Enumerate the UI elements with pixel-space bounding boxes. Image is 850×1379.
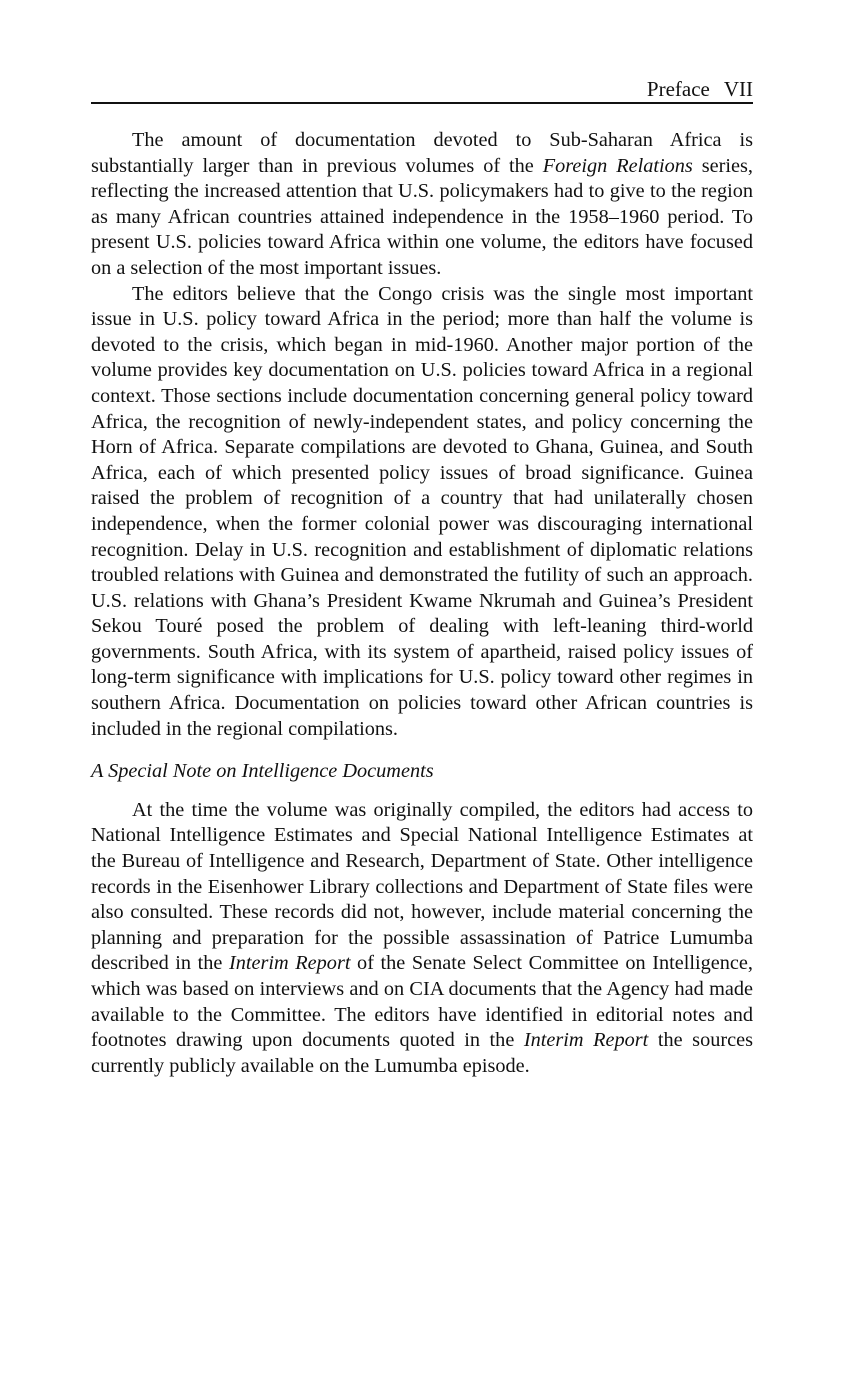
italic-title: Interim Report: [523, 1029, 649, 1052]
paragraph-text: The amount of documentation devoted to Sub-Saharan Africa is substantially larger than in previous volumes of the: [91, 129, 753, 177]
paragraph-text: of the Senate Select Committee on Intelligence, which was based on interviews and on CIA documents that the Agency had made available to the Committee. The editors have identified in editorial notes and footnotes drawing upon documents quoted in the: [91, 952, 753, 1052]
paragraph-text: the sources currently publicly available on the Lumumba episode.: [91, 1029, 753, 1077]
paragraph-congo-crisis: [91, 282, 753, 743]
paragraph-intelligence-documents: [91, 798, 753, 1080]
body-text: [91, 128, 753, 1079]
section-heading: A Special Note on Intelligence Documents: [91, 760, 434, 783]
paragraph-text: The editors believe that the Congo crisis was the single most important issue in U.S. policy toward Africa in the period; more than half the volume is devoted to the crisis, which began in mid-1960. Another major portion of the volume provides key documentation on U.S. policies toward Africa in a regional context. Those sections include documentation concerning general policy toward Africa, the recognition of newly-independent states, and policy concerning the Horn of Africa. Separate compilations are devoted to Ghana, Guinea, and South Africa, each of which presented policy issues of broad significance. Guinea raised the problem of recognition of a country that had unilaterally chosen independence, when the former colonial power was discouraging international recognition. Delay in U.S. recognition and establishment of diplomatic relations troubled relations with Guinea and demonstrated the futility of such an approach. U.S. relations with Ghana’s President Kwame Nkrumah and Guinea’s President Sekou Touré posed the problem of dealing with left-leaning third-world governments. South Africa, with its system of apartheid, raised policy issues of long-term significance with implications for U.S. policy toward other regimes in southern Africa. Documentation on policies toward other African countries is included in the regional compilations.: [91, 282, 753, 740]
running-head-title: Preface: [646, 77, 710, 101]
paragraph-text: At the time the volume was originally compiled, the editors had access to National Intelligence Estimates and Special National Intelligence Estimates at the Bureau of Intelligence and Research, Department of State. Other intelligence records in the Eisenhower Library collections and Department of State files were also consulted. These records did not, however, include material concerning the planning and preparation for the possible assassination of Patrice Lumumba described in the: [91, 798, 753, 975]
italic-title: Interim Report: [229, 952, 351, 975]
paragraph-text: series, reflecting the increased attention that U.S. policymakers had to give to the region as many African countries attained independence in the 1958–1960 period. To present U.S. policies toward Africa within one volume, the editors have focused on a selection of the most important issues.: [91, 154, 753, 279]
page-number: VII: [723, 77, 753, 101]
italic-title: Foreign Relations: [542, 154, 693, 177]
paragraph-africa-documentation: [91, 128, 753, 282]
running-head: [91, 76, 753, 104]
